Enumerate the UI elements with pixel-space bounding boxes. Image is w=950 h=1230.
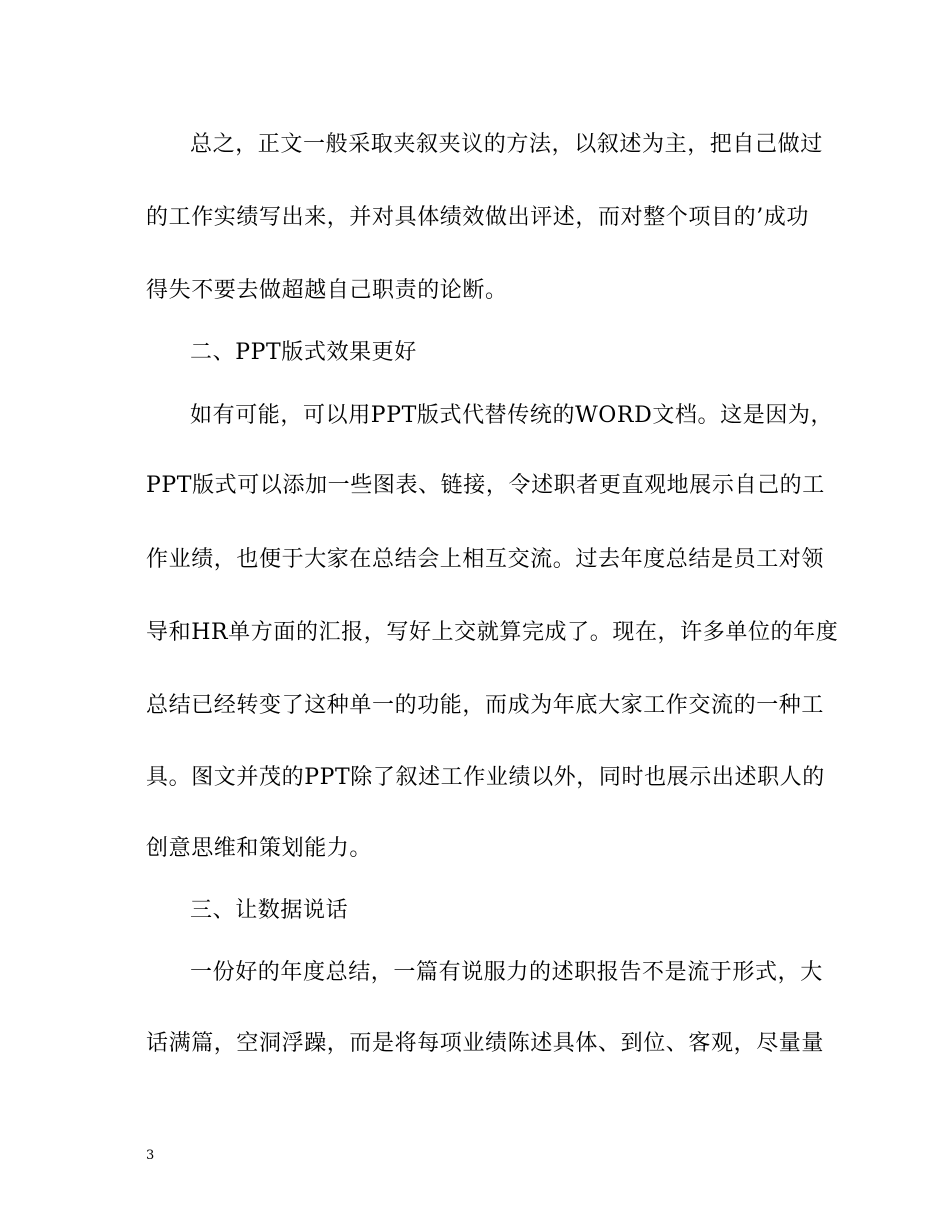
paragraph-line: 话满篇，空洞浮躁，而是将每项业绩陈述具体、到位、客观，尽量量 [146, 1031, 825, 1056]
paragraph-line: 得失不要去做超越自己职责的论断。 [146, 278, 508, 303]
paragraph-line: 作业绩，也便于大家在总结会上相互交流。过去年度总结是员工对领 [146, 547, 825, 572]
paragraph-line: 总之，正文一般采取夹叙夹议的方法，以叙述为主，把自己做过 [190, 132, 823, 157]
paragraph-line: 一份好的年度总结，一篇有说服力的述职报告不是流于形式，大 [190, 960, 823, 985]
paragraph-line: 如有可能，可以用PPT版式代替传统的WORD文档。这是因为， [190, 403, 834, 428]
section-heading: 三、让数据说话 [190, 898, 349, 923]
paragraph-line: 导和HR单方面的汇报，写好上交就算完成了。现在，许多单位的年度 [146, 620, 839, 645]
page-number: 3 [146, 1148, 155, 1163]
paragraph-line: 的工作实绩写出来，并对具体绩效做出评述，而对整个项目的’成功 [146, 205, 809, 230]
section-heading: 二、PPT版式效果更好 [190, 340, 417, 365]
paragraph-line: 具。图文并茂的PPT除了叙述工作业绩以外，同时也展示出述职人的 [146, 765, 825, 790]
paragraph-line: 创意思维和策划能力。 [146, 836, 373, 861]
paragraph-line: PPT版式可以添加一些图表、链接，令述职者更直观地展示自己的工 [146, 473, 825, 498]
paragraph-line: 总结已经转变了这种单一的功能，而成为年底大家工作交流的一种工 [146, 693, 825, 718]
